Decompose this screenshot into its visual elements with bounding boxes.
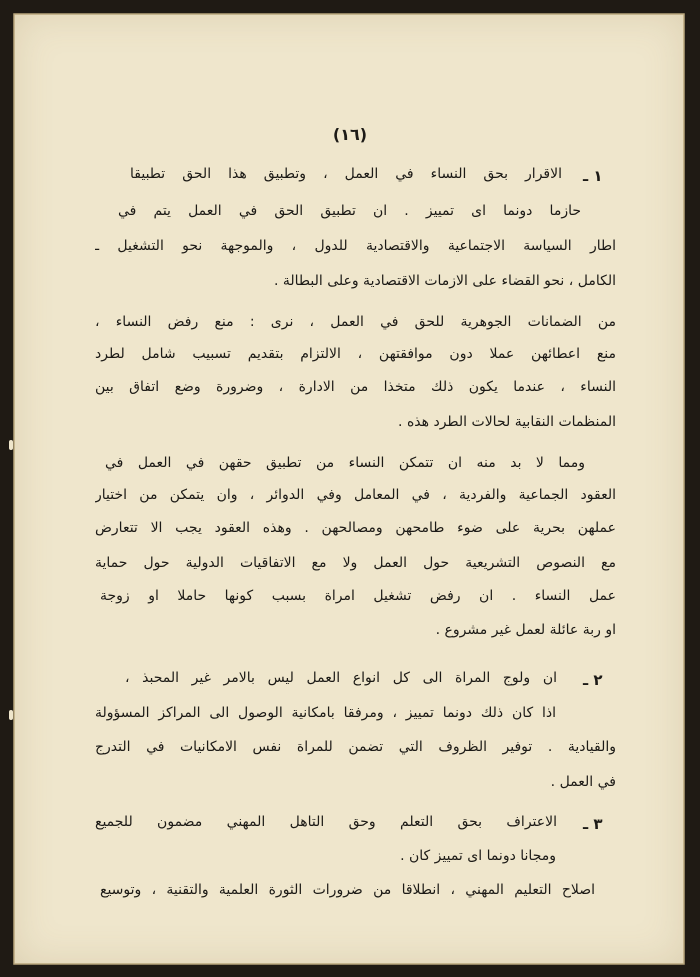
- section-number-2: ٢ ـ: [583, 671, 603, 689]
- text-line: الاقرار بحق النساء في العمل ، وتطبيق هذا الحق تطبيقا: [130, 166, 562, 182]
- text-line: الكامل ، نحو القضاء على الازمات الاقتصادية وعلى البطالة .: [273, 273, 616, 289]
- text-line: ومجانا دونما اى تمييز كان .: [400, 848, 556, 864]
- text-line: عمل النساء . ان رفض تشغيل امراة بسبب كونها حاملا او زوجة: [100, 588, 616, 604]
- text-line: عملهن بحرية على ضوء طامحهن ومصالحهن . وهذه العقود يجب الا تتعارض: [95, 520, 616, 536]
- text-line: العقود الجماعية والفردية ، في المعامل وفي الدوائر ، وان يتمكن من اختيار: [95, 487, 616, 503]
- text-line: ومما لا بد منه ان تتمكن النساء من تطبيق حقهن في العمل في: [105, 455, 585, 471]
- text-line: حازما دونما اى تمييز . ان تطبيق الحق في العمل يتم في: [118, 203, 581, 219]
- text-line: ان ولوج المراة الى كل انواع العمل ليس بالامر غير المحبذ ،: [125, 670, 557, 686]
- text-line: والقيادية . توفير الظروف التي تضمن للمراة نفس الامكانيات في التدرج: [95, 739, 616, 755]
- text-line: اذا كان ذلك دونما تمييز ، ومرفقا بامكانية الوصول الى المراكز المسؤولة: [95, 705, 556, 721]
- text-line: المنظمات النقابية لحالات الطرد هذه .: [398, 414, 616, 430]
- text-line: مع النصوص التشريعية حول العمل ولا مع الاتفاقيات الدولية حول حماية: [95, 555, 616, 571]
- section-number-3: ٣ ـ: [583, 815, 603, 833]
- section-number-1: ١ ـ: [583, 167, 603, 185]
- text-line: النساء ، عندما يكون ذلك متخذا من الادارة ، وضرورة وضع اتفاق بين: [95, 379, 616, 395]
- text-line: الاعتراف بحق التعلم وحق التاهل المهني مضمون للجميع: [95, 814, 557, 830]
- text-line: اصلاح التعليم المهني ، انطلاقا من ضرورات الثورة العلمية والتقنية ، وتوسيع: [100, 882, 595, 898]
- text-line: في العمل .: [550, 774, 616, 790]
- binding-mark: [9, 710, 13, 720]
- text-line: اطار السياسة الاجتماعية والاقتصادية للدول ، والموجهة نحو التشغيل ـ: [95, 238, 616, 254]
- text-line: من الضمانات الجوهرية للحق في العمل ، نرى : منع رفض النساء ،: [95, 314, 616, 330]
- text-line: منع اعطائهن عملا دون موافقتهن ، الالتزام بتقديم تسبيب شامل لطرد: [95, 346, 616, 362]
- binding-mark: [9, 440, 13, 450]
- text-line: او ربة عائلة لعمل غير مشروع .: [435, 622, 616, 638]
- page-number: (١٦): [332, 125, 368, 144]
